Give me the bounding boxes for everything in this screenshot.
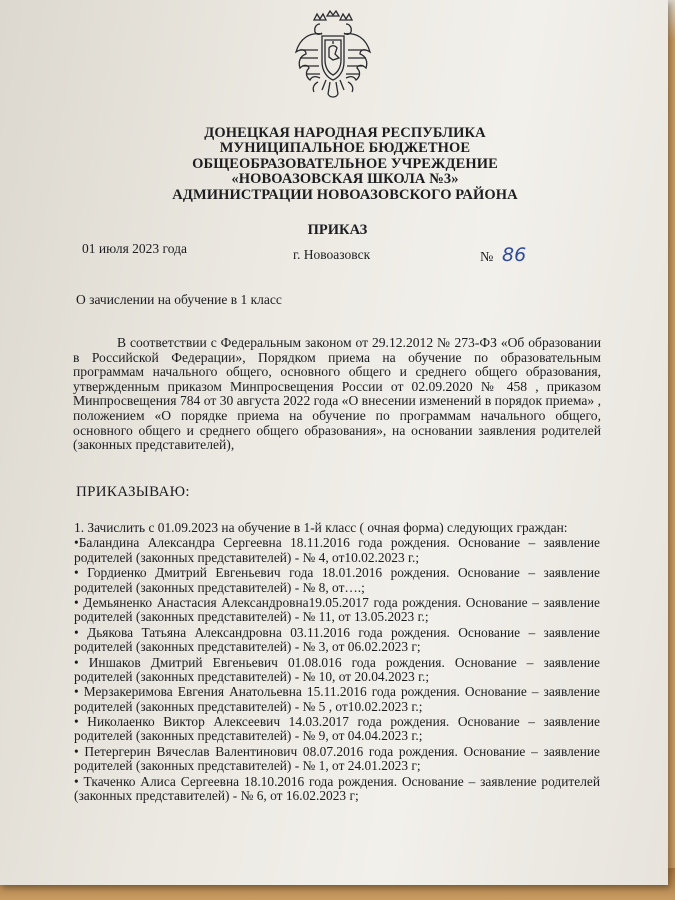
header-line-1: ДОНЕЦКАЯ НАРОДНАЯ РЕСПУБЛИКА [204,125,486,141]
header-line-5: АДМИНИСТРАЦИИ НОВОАЗОВСКОГО РАЙОНА [172,186,518,203]
list-item: • Ткаченко Алиса Сергеевна 18.10.2016 года рождения. Основание – заявление родителей (законных представителей) - № 6, от 16.02.2023 г; [74,773,600,804]
point-1: 1. Зачислить с 01.09.2023 на обучение в 1-й класс ( очная форма) следующих граждан: [74,520,568,535]
order-number-label: № [480,250,494,265]
list-item: •Баландина Александра Сергеевна 18.11.2016 года рождения. Основание – заявление родителей (законных представителей) - № 4, от10.02.2023 г.; [74,535,600,565]
preamble-paragraph [73,336,601,453]
list-item: • Николаенко Виктор Алексеевич 14.03.2017 года рождения. Основание – заявление родителей (законных представителей) - № 9, от 04.04.2023 г.; [74,714,600,744]
list-item: • Иншаков Дмитрий Евгеньевич 01.08.016 года рождения. Основание – заявление родителей (законных представителей) - № 10, от 20.04.2023 г.; [74,654,600,684]
order-city: г. Новоазовск [293,247,371,262]
list-item: • Мерзакеримова Евгения Анатольевна 15.11.2016 года рождения. Основание – заявление родителей (законных представителей) - № 5 , от10.02.2023 г.; [74,684,600,714]
student-list [74,521,600,803]
order-date: 01 июля 2023 года [82,241,187,256]
order-subject: О зачислении на обучение в 1 класс [76,292,282,307]
document-header [100,126,590,203]
coat-of-arms-icon [292,10,374,102]
list-item: • Демьяненко Анастасия Александровна19.05.2017 года рождения. Основание – заявление родителей (законных представителей) - № 11, от 13.05.2023 г.; [74,595,600,625]
order-number-handwritten: 86 [502,244,527,266]
list-item: • Гордиенко Дмитрий Евгеньевич года 18.01.2016 рождения. Основание – заявление родителей (законных представителей) - № 8, от….; [74,565,600,595]
list-item: • Дьякова Татьяна Александровна 03.11.2016 года рождения. Основание – заявление родителей (законных представителей) - № 3, от 06.02.2023 г; [74,624,600,655]
preamble-text: В соответствии с Федеральным законом от 29.12.2012 № 273-ФЗ «Об образовании в Российской Федерации», Порядком приема на обучение по образовательным программам начального общего, основного общего и среднего общего образования, утвержденным приказом Минпросвещения России от 02.09.2020 № 458 , приказом Минпросвещения 784 от 30 августа 2022 года «О внесении изменений в порядок приема» , положением «О порядке приема на обучение по программам начального общего, основного общего и среднего общего образования», на основании заявления родителей (законных представителей), [73,335,601,453]
header-line-2: МУНИЦИПАЛЬНОЕ БЮДЖЕТНОЕ [219,140,471,157]
orders-word: ПРИКАЗЫВАЮ: [76,484,190,500]
list-item: • Петергерин Вячеслав Валентинович 08.07.2016 года рождения. Основание – заявление родителей (законных представителей) - № 1, от 24.01.2023 г; [74,743,600,774]
order-title: ПРИКАЗ [307,222,368,238]
header-line-4: «НОВОАЗОВСКАЯ ШКОЛА №3» [231,171,459,188]
header-line-3: ОБЩЕОБРАЗОВАТЕЛЬНОЕ УЧРЕЖДЕНИЕ [192,155,498,172]
